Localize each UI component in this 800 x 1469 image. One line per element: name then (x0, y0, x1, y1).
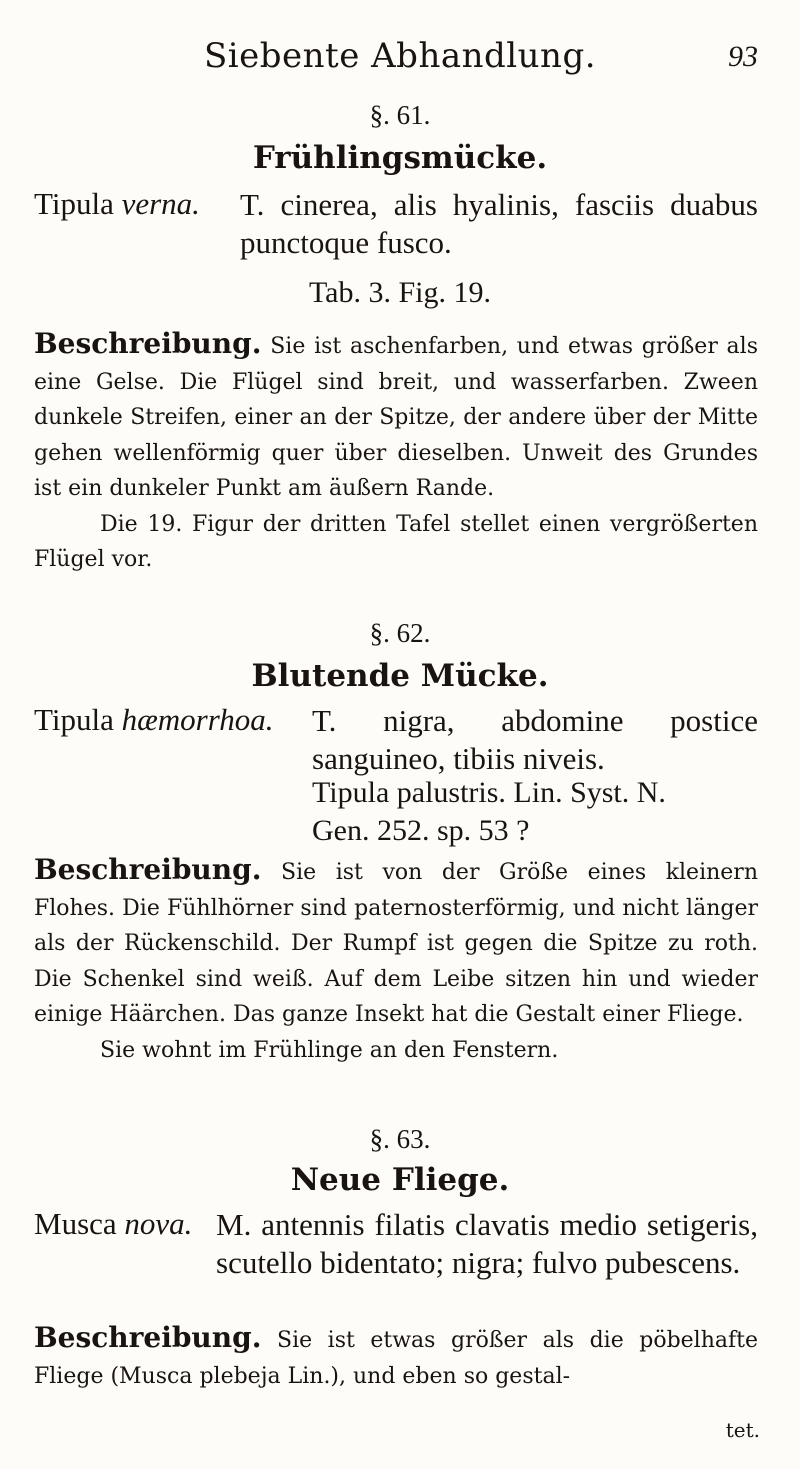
synonym-line-1: Tipula palustris. Lin. Syst. N. (312, 776, 666, 809)
section-title: Blutende Mücke. (251, 658, 549, 694)
description-text-2: Sie wohnt im Frühlinge an den Fenstern. (100, 1037, 559, 1063)
running-head (0, 36, 800, 86)
species-genus: Tipula (34, 702, 114, 737)
description-text-2: Die 19. Figur der dritten Tafel stellet einen vergrößerten Flügel vor. (34, 511, 758, 572)
page-number: 93 (728, 40, 758, 73)
figure-reference: Tab. 3. Fig. 19. (308, 276, 492, 309)
section-number: §. 62. (369, 618, 431, 648)
species-genus: Tipula (34, 186, 114, 221)
description-text: Sie ist von der Größe eines kleinern Flohes. Die Fühlhörner sind paternosterförmig, und nicht länger als der Rückenschild. Der Rumpf ist gegen die Spitze zu roth. Die Schenkel sind weiß. Auf dem Leibe sitzen hin und wieder einige Häärchen. Das ganze Insekt hat die Gestalt einer Fliege. (34, 860, 758, 1027)
species-diagnosis: M. antennis filatis clavatis medio setigeris, scutello bidentato; nigra; fulvo pubescens. (216, 1207, 758, 1280)
section-number: §. 61. (369, 100, 431, 130)
description-text: Sie ist aschenfarben, und etwas größer als eine Gelse. Die Flügel sind breit, und wasserfarben. Zween dunkele Streifen, einer an der Spitze, der andere über der Mitte gehen wellenförmig quer über dieselben. Unweit des Grundes ist ein dunkeler Punkt am äußern Rande. (34, 334, 758, 501)
description (34, 1320, 758, 1394)
running-title: Siebente Abhandlung. (203, 36, 597, 76)
species-name (34, 186, 200, 222)
description-text: Sie ist etwas größer als die pöbelhafte Fliege (Musca plebeja Lin.), und eben so gestal- (34, 1328, 758, 1389)
description (34, 852, 758, 1068)
species-name (34, 1206, 192, 1242)
species-epithet: verna. (121, 186, 200, 221)
species-diagnosis: T. cinerea, alis hyalinis, fasciis duabus punctoque fusco. (240, 187, 758, 260)
section-title: Frühlingsmücke. (252, 140, 548, 176)
description-lead: Beschreibung. (34, 853, 262, 886)
species-diagnosis: T. nigra, abdomine postice sanguineo, tibiis niveis. (312, 703, 758, 776)
description-lead: Beschreibung. (34, 1321, 262, 1354)
species-name (34, 702, 273, 738)
section-title: Neue Fliege. (290, 1162, 510, 1198)
species-epithet: nova. (124, 1206, 193, 1241)
catchword: tet. (725, 1418, 760, 1442)
description (34, 326, 758, 578)
description-lead: Beschreibung. (34, 327, 262, 360)
section-number: §. 63. (369, 1124, 431, 1154)
species-genus: Musca (34, 1206, 117, 1241)
species-epithet: hæmorrhoa. (121, 702, 274, 737)
synonym-line-2: Gen. 252. sp. 53 ? (312, 814, 530, 847)
